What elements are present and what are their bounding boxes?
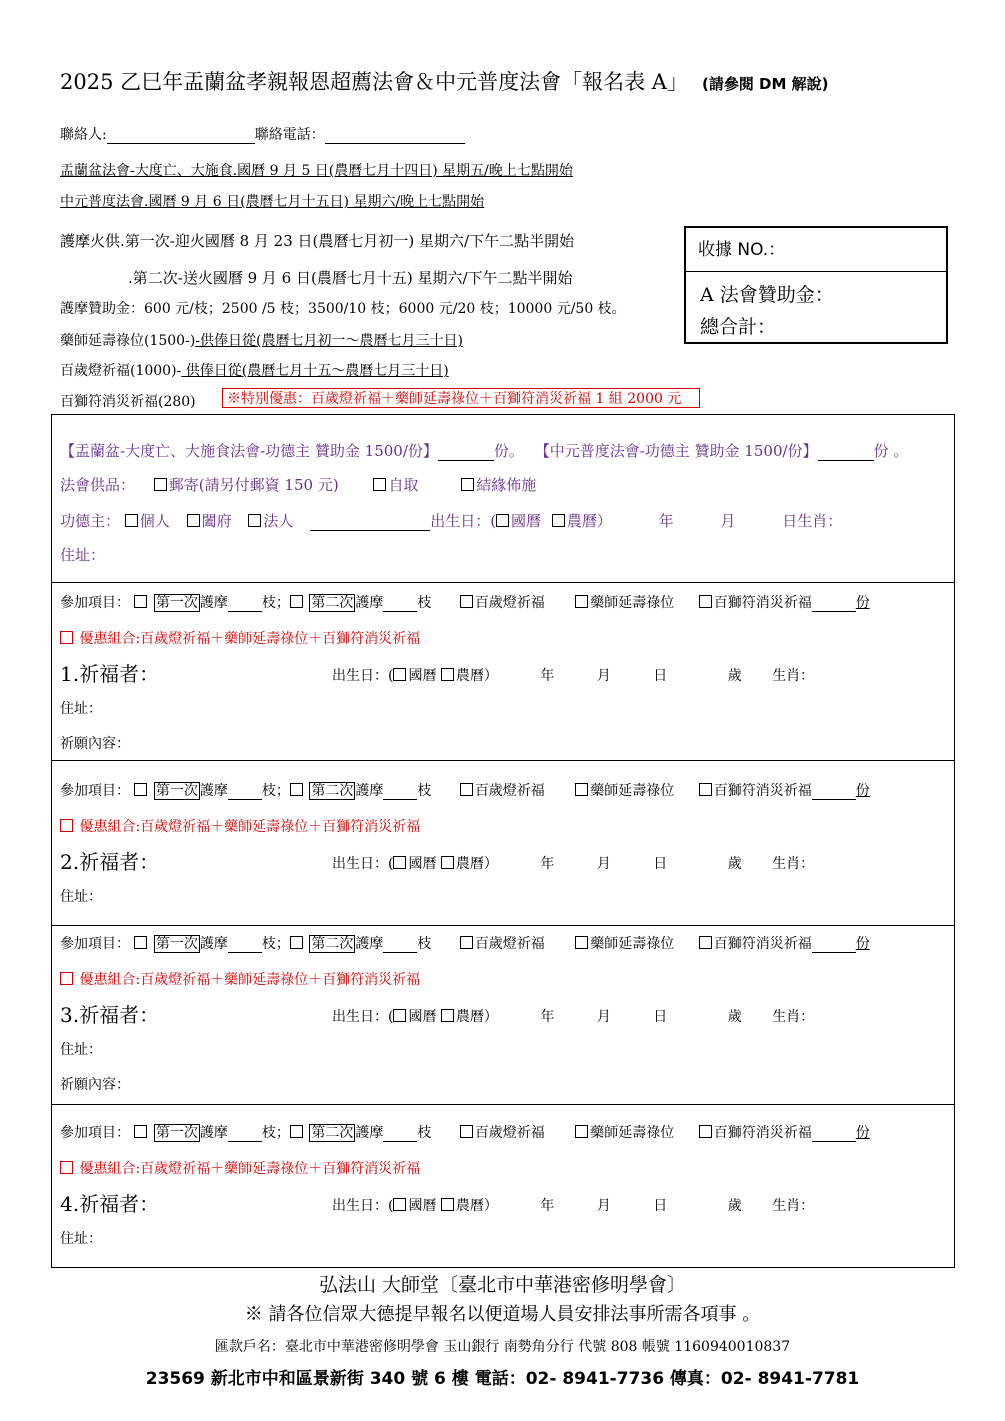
solar-label: 國曆	[408, 1009, 437, 1025]
combo-checkbox[interactable]	[60, 819, 73, 832]
patron-name-field[interactable]	[310, 529, 430, 531]
medicine-option[interactable]	[575, 783, 674, 799]
first-fire-label: 第一次	[155, 595, 198, 611]
merit-ullambana-label: 【盂蘭盆-大度亡、大施食法會-功德主 贊助金 1500/份】	[60, 442, 438, 460]
checkbox[interactable]	[393, 856, 406, 869]
second-fire-label: 第二次	[311, 595, 354, 611]
plaque-medicine	[60, 330, 463, 350]
lion-label: 百獅符消災祈福	[713, 936, 812, 952]
lion-option[interactable]	[699, 1125, 812, 1141]
checkbox[interactable]	[393, 1009, 406, 1022]
contact-row	[60, 124, 465, 144]
lamp-option[interactable]	[460, 783, 545, 799]
items-label: 參加項目：	[60, 936, 130, 952]
merit-zhongyuan-unit: 份 。	[873, 442, 909, 460]
contact-name-field[interactable]	[107, 142, 255, 144]
checkbox[interactable]	[154, 478, 167, 491]
checkbox[interactable]	[290, 783, 303, 796]
day-label: 日	[653, 1198, 668, 1214]
year-label: 年	[540, 1009, 555, 1025]
merit-row	[60, 440, 908, 461]
merit-zhongyuan-label: 【中元普度法會-功德主 贊助金 1500/份】	[534, 442, 818, 460]
zodiac-label: 生肖：	[772, 1009, 815, 1025]
patron-zodiac-label: 日生肖：	[782, 512, 843, 530]
patron-address-label: 住址：	[60, 546, 106, 564]
offerings-row	[60, 474, 536, 495]
blessing-person-label: 4.祈福者：	[60, 1192, 160, 1216]
plaque-lion-label: 百獅符消災祈福(280)	[60, 394, 196, 410]
lamp-label: 百歲燈祈福	[474, 783, 545, 799]
combo-label: 優惠組合:百歲燈祈福＋藥師延壽祿位＋百獅符消災祈福	[79, 819, 421, 835]
merit-ullambana-unit: 份。	[493, 442, 524, 460]
second-fire-label: 第二次	[311, 1125, 354, 1141]
blessing-person-label: 2.祈福者：	[60, 850, 160, 874]
checkbox[interactable]	[248, 514, 261, 527]
checkbox[interactable]	[125, 514, 138, 527]
plaque-lamp-period: 供俸日從(農曆七月十五～農曆七月三十日)	[181, 363, 449, 379]
plaque-medicine-period: -供俸日從(農曆七月初一～農曆七月三十日)	[195, 333, 463, 349]
lamp-label: 百歲燈祈福	[474, 936, 545, 952]
month-label: 月	[596, 856, 611, 872]
fire-offering-first: 護摩火供.第一次-迎火國曆 8 月 23 日(農曆七月初一) 星期六/下午二點半開始	[60, 232, 575, 250]
lunar-label: 農曆）	[455, 856, 498, 872]
patron-month-label: 月	[720, 512, 736, 530]
checkbox[interactable]	[460, 783, 473, 796]
zodiac-label: 生肖：	[772, 668, 815, 684]
patron-row	[60, 510, 842, 531]
contact-phone-field[interactable]	[325, 142, 465, 144]
first-fire-label: 第一次	[155, 1125, 198, 1141]
first-fire-label: 第一次	[155, 936, 198, 952]
month-label: 月	[596, 1198, 611, 1214]
stick-label: 枝	[417, 783, 432, 799]
checkbox[interactable]	[290, 936, 303, 949]
page-title	[60, 66, 829, 96]
offering-pickup-label: 自取	[388, 476, 419, 494]
items-label: 參加項目：	[60, 1125, 130, 1141]
lunar-label: 農曆）	[455, 1198, 498, 1214]
zodiac-label: 生肖：	[772, 1198, 815, 1214]
second-homa-qty[interactable]	[383, 798, 417, 800]
lamp-option[interactable]	[460, 936, 545, 952]
checkbox[interactable]	[393, 668, 406, 681]
receipt-number-label[interactable]: 收據 NO.：	[686, 228, 946, 272]
stick-label: 枝	[417, 936, 432, 952]
lion-qty[interactable]	[812, 1140, 856, 1142]
solar-label: 國曆	[408, 856, 437, 872]
homa-label: 護摩	[355, 783, 384, 799]
plaque-lamp	[60, 360, 449, 380]
plaque-medicine-label: 藥師延壽祿位(1500-)	[60, 333, 196, 349]
plaque-lamp-label: 百歲燈祈福(1000)-	[60, 363, 182, 379]
year-label: 年	[540, 1198, 555, 1214]
solar-label: 國曆	[408, 1198, 437, 1214]
contact-name-label: 聯絡人:	[60, 127, 107, 143]
footer-org: 弘法山 大師堂〔臺北市中華港密修明學會〕	[318, 1274, 687, 1296]
month-label: 月	[596, 1009, 611, 1025]
month-label: 月	[596, 668, 611, 684]
homa-label: 護摩	[355, 936, 384, 952]
patron-individual-option[interactable]	[125, 512, 170, 530]
offering-mail-option[interactable]	[154, 476, 339, 494]
lion-option[interactable]	[699, 936, 812, 952]
footer-reminder: ※ 請各位信眾大德提早報名以便道場人員安排法事所需各項事 。	[244, 1304, 761, 1325]
checkbox[interactable]	[460, 1125, 473, 1138]
offering-donate-option[interactable]	[461, 476, 536, 494]
year-label: 年	[540, 668, 555, 684]
checkbox[interactable]	[699, 783, 712, 796]
items-label: 參加項目：	[60, 783, 130, 799]
checkbox[interactable]	[461, 478, 474, 491]
receipt-box	[684, 226, 948, 344]
blessing-birth-row	[332, 665, 814, 685]
lunar-label: 農曆）	[455, 1009, 498, 1025]
birth-label: 出生日：(	[332, 856, 394, 872]
copies-label: 份	[855, 1125, 870, 1141]
age-label: 歲	[727, 1009, 742, 1025]
combo-checkbox[interactable]	[60, 1161, 73, 1174]
checkbox[interactable]	[134, 595, 147, 608]
lion-qty[interactable]	[812, 951, 856, 953]
blessing-address-label: 住址：	[60, 1042, 102, 1058]
lion-option[interactable]	[699, 595, 812, 611]
first-homa-qty[interactable]	[228, 798, 262, 800]
lamp-label: 百歲燈祈福	[474, 595, 545, 611]
lamp-label: 百歲燈祈福	[474, 1125, 545, 1141]
title-note: (請參閱 DM 解說)	[701, 75, 829, 93]
checkbox[interactable]	[441, 856, 454, 869]
medicine-label: 藥師延壽祿位	[590, 936, 675, 952]
lamp-option[interactable]	[460, 1125, 545, 1141]
checkbox[interactable]	[552, 514, 565, 527]
checkbox[interactable]	[393, 1198, 406, 1211]
combo-checkbox[interactable]	[60, 972, 73, 985]
fire-offering-second: .第二次-送火國曆 9 月 6 日(農曆七月十五) 星期六/下午二點半開始	[128, 269, 573, 287]
patron-year-label: 年	[658, 512, 674, 530]
receipt-amount-label[interactable]: A 法會贊助金：	[700, 284, 834, 306]
divider	[51, 582, 955, 583]
checkbox[interactable]	[134, 1125, 147, 1138]
combo-label: 優惠組合:百歲燈祈福＋藥師延壽祿位＋百獅符消災祈福	[79, 1161, 421, 1177]
checkbox[interactable]	[134, 936, 147, 949]
first-homa-qty[interactable]	[228, 1140, 262, 1142]
offering-mail-label: 郵寄(請另付郵資 150 元)	[168, 476, 339, 494]
age-label: 歲	[727, 668, 742, 684]
blessing-address-label: 住址：	[60, 889, 102, 905]
day-label: 日	[653, 668, 668, 684]
lion-qty[interactable]	[812, 798, 856, 800]
checkbox[interactable]	[441, 1009, 454, 1022]
patron-individual-label: 個人	[139, 512, 170, 530]
lion-label: 百獅符消災祈福	[713, 783, 812, 799]
copies-label: 份	[855, 595, 870, 611]
footer-bank: 匯款戶名：臺北市中華港密修明學會 玉山銀行 南勢角分行 代號 808 帳號 1160940010837	[214, 1339, 791, 1355]
age-label: 歲	[727, 1198, 742, 1214]
checkbox[interactable]	[575, 783, 588, 796]
day-label: 日	[653, 1009, 668, 1025]
patron-label: 功德主：	[60, 512, 121, 530]
age-label: 歲	[727, 856, 742, 872]
medicine-option[interactable]	[575, 1125, 674, 1141]
medicine-option[interactable]	[575, 595, 674, 611]
lion-option[interactable]	[699, 783, 812, 799]
patron-corporate-option[interactable]	[248, 512, 293, 530]
solar-label: 國曆	[408, 668, 437, 684]
combo-label: 優惠組合:百歲燈祈福＋藥師延壽祿位＋百獅符消災祈福	[79, 631, 421, 647]
first-homa-qty[interactable]	[228, 951, 262, 953]
blessing-birth-row	[332, 1006, 814, 1026]
homa-label: 護摩	[199, 1125, 228, 1141]
checkbox[interactable]	[134, 783, 147, 796]
checkbox[interactable]	[441, 668, 454, 681]
special-offer-badge: ※特別優惠：百歲燈祈福＋藥師延壽祿位＋百獅符消災祈福 1 組 2000 元	[222, 388, 700, 408]
schedule-zhongyuan: 中元普度法會.國曆 9 月 6 日(農曆七月十五日) 星期六/晚上七點開始	[60, 194, 485, 210]
stick-label: 枝	[417, 595, 432, 611]
first-homa-qty[interactable]	[228, 610, 262, 612]
blessing-person-label: 1.祈福者：	[60, 662, 160, 686]
homa-label: 護摩	[355, 595, 384, 611]
checkbox[interactable]	[460, 936, 473, 949]
zodiac-label: 生肖：	[772, 856, 815, 872]
homa-label: 護摩	[199, 936, 228, 952]
blessing-birth-row	[332, 1195, 814, 1215]
patron-lunar-label: 農曆）	[566, 512, 612, 530]
merit-ullambana-qty[interactable]	[438, 459, 494, 461]
checkbox[interactable]	[373, 478, 386, 491]
checkbox[interactable]	[699, 936, 712, 949]
divider	[51, 760, 955, 761]
checkbox[interactable]	[699, 1125, 712, 1138]
checkbox[interactable]	[460, 595, 473, 608]
stick-label: 枝；	[261, 1125, 290, 1141]
patron-birth-label: 出生日：(	[430, 512, 497, 530]
stick-label: 枝；	[261, 936, 290, 952]
patron-family-option[interactable]	[187, 512, 232, 530]
blessing-wish-label: 祈願內容：	[60, 1077, 130, 1093]
items-label: 參加項目：	[60, 595, 130, 611]
offerings-label: 法會供品：	[60, 476, 136, 494]
lamp-option[interactable]	[460, 595, 545, 611]
divider	[51, 1104, 955, 1105]
combo-checkbox[interactable]	[60, 631, 73, 644]
lunar-label: 農曆）	[455, 668, 498, 684]
second-fire-label: 第二次	[311, 936, 354, 952]
checkbox[interactable]	[575, 936, 588, 949]
combo-label: 優惠組合:百歲燈祈福＋藥師延壽祿位＋百獅符消災祈福	[79, 972, 421, 988]
homa-label: 護摩	[355, 1125, 384, 1141]
lion-label: 百獅符消災祈福	[713, 595, 812, 611]
year-label: 年	[540, 856, 555, 872]
checkbox[interactable]	[187, 514, 200, 527]
first-fire-label: 第一次	[155, 783, 198, 799]
patron-corporate-label: 法人	[263, 512, 294, 530]
day-label: 日	[653, 856, 668, 872]
lion-label: 百獅符消災祈福	[713, 1125, 812, 1141]
checkbox[interactable]	[290, 595, 303, 608]
receipt-total-label[interactable]: 總合計：	[700, 316, 777, 338]
stick-label: 枝	[417, 1125, 432, 1141]
patron-family-label: 闔府	[201, 512, 232, 530]
second-fire-label: 第二次	[311, 783, 354, 799]
checkbox[interactable]	[699, 595, 712, 608]
stick-label: 枝；	[261, 783, 290, 799]
offering-donate-label: 結緣佈施	[476, 476, 537, 494]
copies-label: 份	[855, 783, 870, 799]
blessing-person-label: 3.祈福者：	[60, 1003, 160, 1027]
second-homa-qty[interactable]	[383, 951, 417, 953]
checkbox[interactable]	[290, 1125, 303, 1138]
birth-label: 出生日：(	[332, 668, 394, 684]
homa-label: 護摩	[199, 783, 228, 799]
checkbox[interactable]	[575, 1125, 588, 1138]
blessing-wish-label: 祈願內容：	[60, 736, 130, 752]
medicine-label: 藥師延壽祿位	[590, 783, 675, 799]
blessing-address-label: 住址：	[60, 701, 102, 717]
birth-label: 出生日：(	[332, 1198, 394, 1214]
blessing-birth-row	[332, 853, 814, 873]
lion-qty[interactable]	[812, 610, 856, 612]
second-homa-qty[interactable]	[383, 1140, 417, 1142]
footer-address: 23569 新北市中和區景新街 340 號 6 樓 電話：02- 8941-7736 傳真：02- 8941-7781	[145, 1369, 860, 1389]
second-homa-qty[interactable]	[383, 610, 417, 612]
divider	[51, 925, 955, 926]
blessing-address-label: 住址：	[60, 1231, 102, 1247]
checkbox[interactable]	[496, 514, 509, 527]
medicine-label: 藥師延壽祿位	[590, 595, 675, 611]
medicine-option[interactable]	[575, 936, 674, 952]
birth-label: 出生日：(	[332, 1009, 394, 1025]
fire-offering-donation: 護摩贊助金：600 元/枝；2500 /5 枝；3500/10 枝；6000 元/20 枝；10000 元/50 枝。	[60, 301, 626, 317]
schedule-ullambana: 盂蘭盆法會-大度亡、大施食.國曆 9 月 5 日(農曆七月十四日) 星期五/晚上七點開始	[60, 163, 573, 179]
medicine-label: 藥師延壽祿位	[590, 1125, 675, 1141]
stick-label: 枝；	[261, 595, 290, 611]
copies-label: 份	[855, 936, 870, 952]
merit-zhongyuan-qty[interactable]	[818, 459, 874, 461]
patron-solar-label: 國曆	[511, 512, 542, 530]
checkbox[interactable]	[575, 595, 588, 608]
title-main: 2025 乙巳年盂蘭盆孝親報恩超薦法會＆中元普度法會「報名表 A」	[60, 70, 688, 94]
offering-pickup-option[interactable]	[373, 476, 418, 494]
contact-phone-label: 聯絡電話：	[254, 127, 325, 143]
checkbox[interactable]	[441, 1198, 454, 1211]
homa-label: 護摩	[199, 595, 228, 611]
